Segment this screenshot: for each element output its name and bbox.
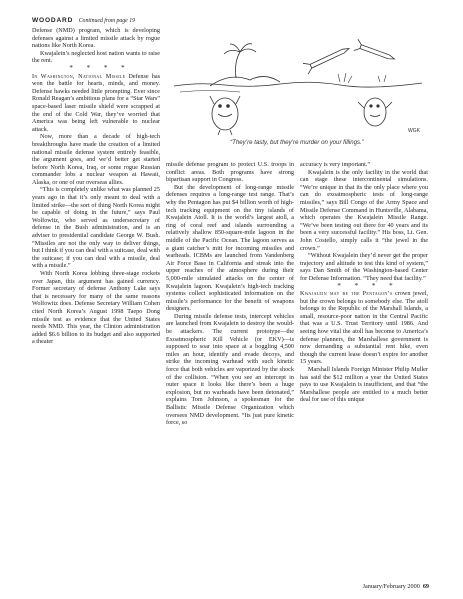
artist-signature: WGK (408, 128, 420, 134)
page-number: 69 (422, 583, 429, 590)
lead-in: Kwajalein may be the Pentagon’s (300, 290, 393, 298)
section-break: * * * * (69, 63, 131, 72)
paragraph: Marshall Islands Foreign Minister Philip Muller has said the $12 million a year the United States pays to use Kwajalein is insufficient, and that “the Marshallese people are entitled to a much better deal for use of this unique (300, 366, 428, 404)
issue-date: January/February 2000 (362, 583, 420, 590)
lead-in: In Washington, National Missile (32, 72, 126, 80)
section-break: * * * * (337, 281, 399, 290)
paragraph-text: crown jewel, but the crown belongs to somebody else. The atoll belongs to the Republic of the Marshall Islands, a small, resource-poor nation in the Central Pacific that was a U.S. Trust Territory until 1986. And seeing how vital the atoll has become to America’s defense planners, the Marshallese government is now demanding a substantial rent hike, even though the current lease doesn’t expire for another 15 years. (300, 290, 428, 366)
paragraph: accuracy is very important.” (300, 161, 371, 168)
column-3 (300, 161, 428, 404)
continued-header (32, 17, 160, 26)
paragraph-text: Defense has won the battle for hearts, minds, and money. Defense hawks needed little prompting. Ever since Ronald Reagan’s ambitious plans for a “Star Wars” space-based laser missile shield were scrapped at the end of the Cold War, they’ve worried that America was being left vulnerable to nuclear attack. (32, 72, 160, 133)
paragraph: Kwajalein’s neglected host nation wants to raise the rent. (32, 49, 160, 65)
page-footer (363, 583, 429, 590)
column-2 (166, 161, 294, 427)
paragraph: Now, more than a decade of high-tech breakthroughs have made the creation of a limited national missile defense system entirely feasible, the argument goes, and we’d better get started before North Korea, Iraq, or some rogue Russian commander lobs a nuclear weapon at Hawaii, Alaska, or one of our overseas allies. (32, 133, 160, 186)
column-1 (32, 27, 160, 346)
continued-note: Continued from page 19 (78, 18, 135, 24)
paragraph: missile defense program to protect U.S. troops in conflict areas. Both programs have strong bipartisan support in Congress. (166, 161, 294, 184)
paragraph (300, 290, 428, 366)
cartoon-caption: “They’re tasty, but they’re murder on your fillings.” (230, 139, 364, 146)
paragraph: With North Korea lobbing three-stage rockets over Japan, this argument has gained currency. Former secretary of defense Anthony Lake says that is necessary for many of the same reasons Wolfowitz does. Defense Secretary William Cohen cited North Korea’s August 1998 Taepo Dong missile test as evidence that the United States needs NMD. This year, the Clinton administration added $6.6 billion to its budget and also supported a theater (32, 270, 160, 346)
paragraph: “Without Kwajalein they’d never get the proper trajectory and altitude to test this kind of system,” says Dan Smith of the Washington-based Center for Defense Information. “They need that facility.” (300, 252, 428, 282)
paragraph: Defense (NMD) program, which is developing defenses against a limited missile attack by rogue nations like North Korea. (32, 27, 160, 50)
paragraph: Kwajalein is the only facility in the world that can stage these intercontinental simulations. “We’re unique in that its the only place where you can do exoatmospheric tests of long-range missiles,” says Bill Congo of the Army Space and Missile Defense Command in Huntsville, Alabama, which operates the Kwajalein Missile Range. “We’ve been testing out there for 40 years and its been a very successful facility.” His boss, Lt. Gen. John Costello, simply calls it “the jewel in the crown.” (300, 168, 428, 252)
cartoon-illustration (170, 22, 428, 137)
paragraph (32, 73, 160, 134)
paragraph: “This is completely unlike what was planned 25 years ago in that it’s only meant to deal with a limited strike—the sort of thing North Korea might be capable of doing in the future,” says Paul Wolfowitz, who served as undersecretary of defense in the Bush administration, and is an adviser to presidential candidate George W. Bush. “Missiles are not the only way to deliver things, but I think if you can deal with a suitcase, deal with the suitcase; if you can deal with a missile, deal with a missile.” (32, 186, 160, 270)
paragraph: But the development of long-range missile defenses requires a long-range test range. That’s why the Pentagon has put $4 billion worth of high-tech tracking equipment on the tiny islands of Kwajalein Atoll. It is the world’s largest atoll, a ring of coral reef and islands surrounding a relatively shallow 850-square-mile lagoon in the middle of the Pacific Ocean. The lagoon serves as a giant catcher’s mitt for incoming missiles and warheads. ICBMs are launched from Vandenberg Air Force Base in California and streak into the upper reaches of the atmosphere during their 5,000-mile simulated attacks on the center of Kwajalein lagoon. Kwajalein’s high-tech tracking systems collect sophisticated information on the missile’s performance for the benefit of weapons designers. (166, 183, 294, 313)
paragraph: During missile defense tests, intercept vehicles are launched from Kwajalein to destroy the would-be attackers. The current prototype—the Exoatmospheric Kill Vehicle (or EKV)—is supposed to soar into space at a boggling 4,500 miles an hour, identify and evade decoys, and strike the incoming warhead with such kinetic force that both vehicles are vaporized by the shock of the collision. “When you see an intercept in outer space it looks like there’s been a huge explosion, but no warheads have been detonated,” explains Tom Johnson, a spokesman for the Ballistic Missile Defense Organization which oversees NMD development. “Its just pure kinetic force, so (166, 312, 294, 427)
section-tag: WOODARD (32, 17, 74, 24)
